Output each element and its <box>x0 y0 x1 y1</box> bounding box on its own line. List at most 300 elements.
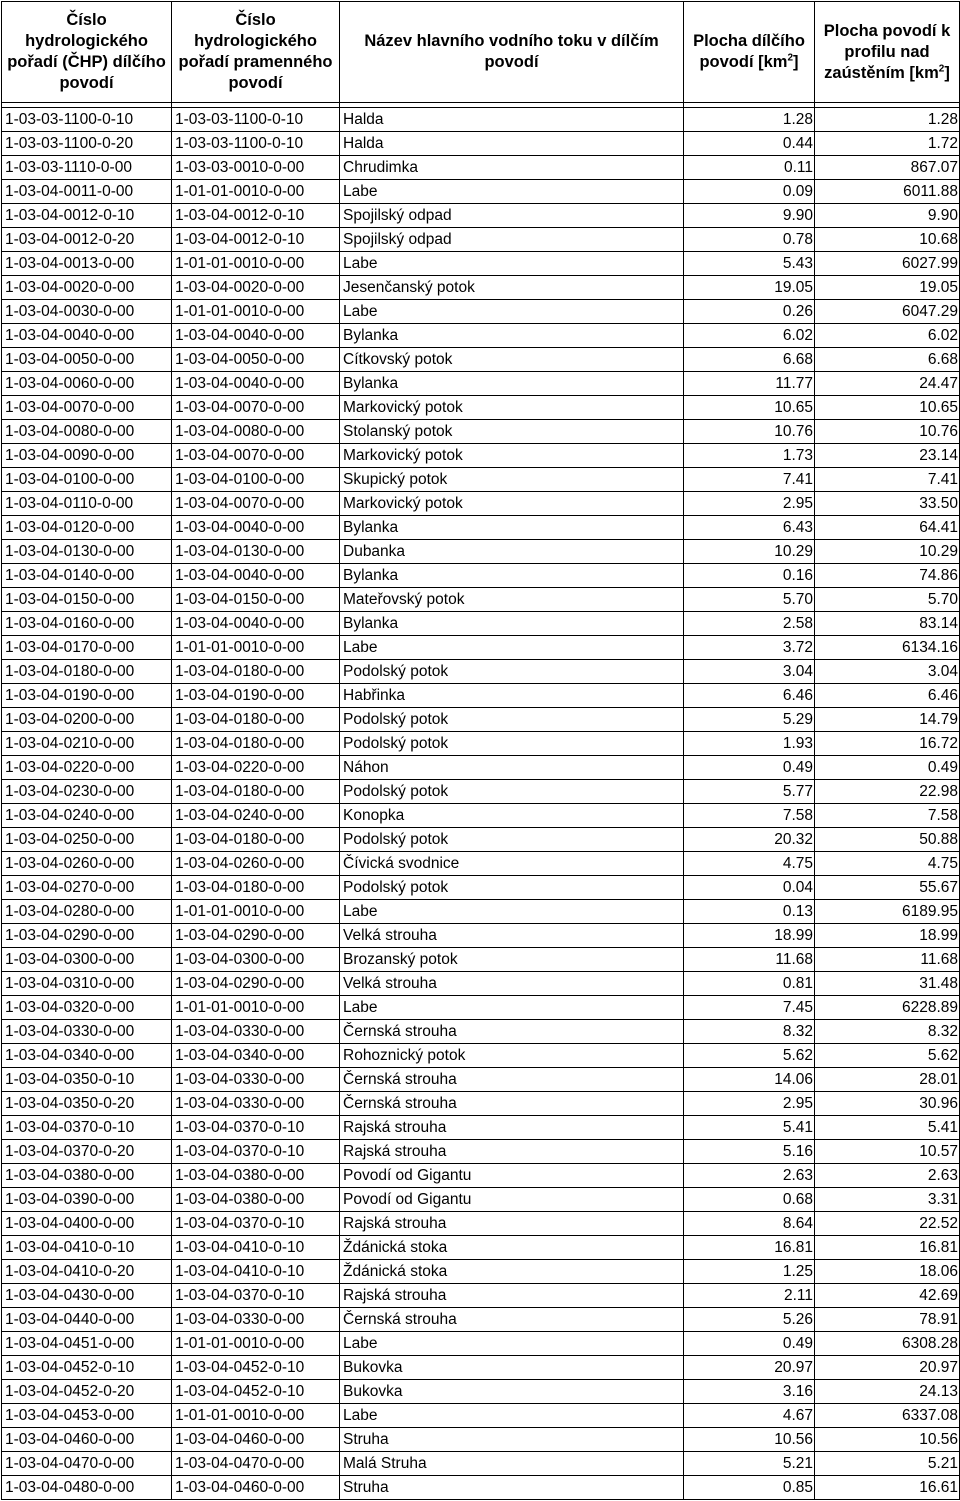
cumulative-area-cell: 9.90 <box>815 204 960 228</box>
cumulative-area-cell: 14.79 <box>815 708 960 732</box>
stream-name-cell: Halda <box>340 132 684 156</box>
subbasin-area-cell: 1.28 <box>684 108 815 132</box>
table-row <box>2 1452 960 1476</box>
table-row <box>2 1404 960 1428</box>
subbasin-area-cell: 1.25 <box>684 1260 815 1284</box>
cumulative-area-cell: 10.57 <box>815 1140 960 1164</box>
subbasin-area-cell: 0.09 <box>684 180 815 204</box>
subbasin-area-cell: 0.68 <box>684 1188 815 1212</box>
cumulative-area-cell: 22.98 <box>815 780 960 804</box>
stream-name-cell: Labe <box>340 900 684 924</box>
stream-name-cell: Velká strouha <box>340 972 684 996</box>
stream-name-cell: Labe <box>340 300 684 324</box>
table-row <box>2 276 960 300</box>
source-chp-cell: 1-03-04-0180-0-00 <box>172 828 340 852</box>
subbasin-area-cell: 10.56 <box>684 1428 815 1452</box>
table-row <box>2 372 960 396</box>
cumulative-area-cell: 6.46 <box>815 684 960 708</box>
table-row <box>2 876 960 900</box>
source-chp-cell: 1-03-04-0370-0-10 <box>172 1116 340 1140</box>
source-chp-cell: 1-03-04-0452-0-10 <box>172 1380 340 1404</box>
table-row <box>2 540 960 564</box>
chp-cell: 1-03-04-0160-0-00 <box>2 612 172 636</box>
stream-name-cell: Náhon <box>340 756 684 780</box>
chp-cell: 1-03-04-0460-0-00 <box>2 1428 172 1452</box>
subbasin-area-cell: 5.43 <box>684 252 815 276</box>
chp-cell: 1-03-04-0040-0-00 <box>2 324 172 348</box>
cumulative-area-cell: 6337.08 <box>815 1404 960 1428</box>
source-chp-cell: 1-03-04-0260-0-00 <box>172 852 340 876</box>
chp-cell: 1-03-04-0410-0-20 <box>2 1260 172 1284</box>
chp-cell: 1-03-04-0340-0-00 <box>2 1044 172 1068</box>
cumulative-area-cell: 19.05 <box>815 276 960 300</box>
stream-name-cell: Struha <box>340 1428 684 1452</box>
subbasin-area-cell: 7.58 <box>684 804 815 828</box>
stream-name-cell: Bylanka <box>340 564 684 588</box>
stream-name-cell: Podolský potok <box>340 660 684 684</box>
stream-name-cell: Ždánická stoka <box>340 1260 684 1284</box>
table-row <box>2 1284 960 1308</box>
chp-cell: 1-03-04-0260-0-00 <box>2 852 172 876</box>
subbasin-area-cell: 0.49 <box>684 756 815 780</box>
chp-cell: 1-03-03-1110-0-00 <box>2 156 172 180</box>
table-row <box>2 1212 960 1236</box>
subbasin-area-cell: 3.16 <box>684 1380 815 1404</box>
subbasin-area-cell: 5.77 <box>684 780 815 804</box>
source-chp-cell: 1-03-03-1100-0-10 <box>172 132 340 156</box>
chp-cell: 1-03-04-0380-0-00 <box>2 1164 172 1188</box>
table-row <box>2 780 960 804</box>
cumulative-area-cell: 50.88 <box>815 828 960 852</box>
subbasin-area-cell: 20.32 <box>684 828 815 852</box>
chp-cell: 1-03-04-0370-0-10 <box>2 1116 172 1140</box>
subbasin-area-cell: 20.97 <box>684 1356 815 1380</box>
table-row <box>2 1140 960 1164</box>
stream-name-cell: Struha <box>340 1476 684 1500</box>
stream-name-cell: Jesenčanský potok <box>340 276 684 300</box>
source-chp-cell: 1-03-04-0012-0-10 <box>172 204 340 228</box>
chp-cell: 1-03-04-0060-0-00 <box>2 372 172 396</box>
cumulative-area-cell: 18.06 <box>815 1260 960 1284</box>
header-chp-source-basin: Číslo hydrologického pořadí pramenného povodí <box>172 2 340 103</box>
table-row <box>2 852 960 876</box>
stream-name-cell: Dubanka <box>340 540 684 564</box>
source-chp-cell: 1-03-04-0380-0-00 <box>172 1188 340 1212</box>
source-chp-cell: 1-01-01-0010-0-00 <box>172 252 340 276</box>
source-chp-cell: 1-03-04-0300-0-00 <box>172 948 340 972</box>
cumulative-area-cell: 33.50 <box>815 492 960 516</box>
cumulative-area-cell: 20.97 <box>815 1356 960 1380</box>
subbasin-area-cell: 1.93 <box>684 732 815 756</box>
chp-cell: 1-03-04-0410-0-10 <box>2 1236 172 1260</box>
cumulative-area-cell: 2.63 <box>815 1164 960 1188</box>
source-chp-cell: 1-03-04-0370-0-10 <box>172 1212 340 1236</box>
header-cumulative-area: Plocha povodí k profilu nad zaústěním $[km^2]$ <box>815 2 960 103</box>
subbasin-area-cell: 0.11 <box>684 156 815 180</box>
source-chp-cell: 1-03-04-0040-0-00 <box>172 612 340 636</box>
source-chp-cell: 1-03-04-0290-0-00 <box>172 972 340 996</box>
table-row <box>2 492 960 516</box>
source-chp-cell: 1-03-04-0410-0-10 <box>172 1236 340 1260</box>
subbasin-area-cell: 3.04 <box>684 660 815 684</box>
subbasin-area-cell: 2.63 <box>684 1164 815 1188</box>
stream-name-cell: Mateřovský potok <box>340 588 684 612</box>
cumulative-area-cell: 24.47 <box>815 372 960 396</box>
chp-cell: 1-03-04-0400-0-00 <box>2 1212 172 1236</box>
source-chp-cell: 1-03-04-0130-0-00 <box>172 540 340 564</box>
subbasin-area-cell: 19.05 <box>684 276 815 300</box>
chp-cell: 1-03-04-0280-0-00 <box>2 900 172 924</box>
cumulative-area-cell: 11.68 <box>815 948 960 972</box>
table-row <box>2 1092 960 1116</box>
source-chp-cell: 1-03-04-0220-0-00 <box>172 756 340 780</box>
stream-name-cell: Rajská strouha <box>340 1212 684 1236</box>
cumulative-area-cell: 10.65 <box>815 396 960 420</box>
cumulative-area-cell: 16.81 <box>815 1236 960 1260</box>
source-chp-cell: 1-03-04-0470-0-00 <box>172 1452 340 1476</box>
table-row <box>2 516 960 540</box>
cumulative-area-cell: 5.70 <box>815 588 960 612</box>
table-row <box>2 1356 960 1380</box>
chp-cell: 1-03-04-0020-0-00 <box>2 276 172 300</box>
stream-name-cell: Podolský potok <box>340 876 684 900</box>
chp-cell: 1-03-04-0100-0-00 <box>2 468 172 492</box>
source-chp-cell: 1-03-04-0330-0-00 <box>172 1308 340 1332</box>
subbasin-area-cell: 6.68 <box>684 348 815 372</box>
cumulative-area-cell: 6134.16 <box>815 636 960 660</box>
source-chp-cell: 1-01-01-0010-0-00 <box>172 996 340 1020</box>
table-row <box>2 1476 960 1500</box>
table-row <box>2 924 960 948</box>
subbasin-area-cell: 0.44 <box>684 132 815 156</box>
stream-name-cell: Bylanka <box>340 612 684 636</box>
chp-cell: 1-03-04-0050-0-00 <box>2 348 172 372</box>
stream-name-cell: Rajská strouha <box>340 1116 684 1140</box>
subbasin-area-cell: 10.29 <box>684 540 815 564</box>
chp-cell: 1-03-04-0080-0-00 <box>2 420 172 444</box>
chp-cell: 1-03-04-0452-0-20 <box>2 1380 172 1404</box>
source-chp-cell: 1-03-04-0452-0-10 <box>172 1356 340 1380</box>
stream-name-cell: Labe <box>340 1332 684 1356</box>
chp-cell: 1-03-04-0070-0-00 <box>2 396 172 420</box>
chp-cell: 1-03-04-0090-0-00 <box>2 444 172 468</box>
chp-cell: 1-03-04-0350-0-20 <box>2 1092 172 1116</box>
stream-name-cell: Povodí od Gigantu <box>340 1164 684 1188</box>
stream-name-cell: Bylanka <box>340 324 684 348</box>
subbasin-area-cell: 7.41 <box>684 468 815 492</box>
cumulative-area-cell: 6011.88 <box>815 180 960 204</box>
subbasin-area-cell: 0.85 <box>684 1476 815 1500</box>
cumulative-area-cell: 23.14 <box>815 444 960 468</box>
stream-name-cell: Černská strouha <box>340 1308 684 1332</box>
source-chp-cell: 1-03-04-0040-0-00 <box>172 324 340 348</box>
cumulative-area-cell: 16.61 <box>815 1476 960 1500</box>
table-row <box>2 1332 960 1356</box>
subbasin-area-cell: 5.70 <box>684 588 815 612</box>
chp-cell: 1-03-04-0150-0-00 <box>2 588 172 612</box>
table-row <box>2 324 960 348</box>
subbasin-area-cell: 8.64 <box>684 1212 815 1236</box>
source-chp-cell: 1-03-04-0050-0-00 <box>172 348 340 372</box>
source-chp-cell: 1-01-01-0010-0-00 <box>172 1332 340 1356</box>
source-chp-cell: 1-03-03-1100-0-10 <box>172 108 340 132</box>
cumulative-area-cell: 10.68 <box>815 228 960 252</box>
cumulative-area-cell: 22.52 <box>815 1212 960 1236</box>
stream-name-cell: Labe <box>340 636 684 660</box>
chp-cell: 1-03-04-0290-0-00 <box>2 924 172 948</box>
chp-cell: 1-03-04-0030-0-00 <box>2 300 172 324</box>
stream-name-cell: Labe <box>340 180 684 204</box>
stream-name-cell: Markovický potok <box>340 492 684 516</box>
table-row <box>2 612 960 636</box>
cumulative-area-cell: 28.01 <box>815 1068 960 1092</box>
table-row <box>2 1068 960 1092</box>
cumulative-area-cell: 867.07 <box>815 156 960 180</box>
subbasin-area-cell: 5.26 <box>684 1308 815 1332</box>
table-row <box>2 444 960 468</box>
source-chp-cell: 1-03-04-0040-0-00 <box>172 564 340 588</box>
subbasin-area-cell: 4.75 <box>684 852 815 876</box>
table-row <box>2 180 960 204</box>
cumulative-area-cell: 6.68 <box>815 348 960 372</box>
subbasin-area-cell: 2.58 <box>684 612 815 636</box>
table-row <box>2 132 960 156</box>
table-row <box>2 1308 960 1332</box>
stream-name-cell: Bukovka <box>340 1380 684 1404</box>
chp-cell: 1-03-04-0453-0-00 <box>2 1404 172 1428</box>
chp-cell: 1-03-04-0012-0-10 <box>2 204 172 228</box>
stream-name-cell: Ždánická stoka <box>340 1236 684 1260</box>
chp-cell: 1-03-04-0310-0-00 <box>2 972 172 996</box>
stream-name-cell: Brozanský potok <box>340 948 684 972</box>
subbasin-area-cell: 8.32 <box>684 1020 815 1044</box>
source-chp-cell: 1-03-04-0330-0-00 <box>172 1020 340 1044</box>
cumulative-area-cell: 10.29 <box>815 540 960 564</box>
stream-name-cell: Povodí od Gigantu <box>340 1188 684 1212</box>
chp-cell: 1-03-04-0220-0-00 <box>2 756 172 780</box>
table-row <box>2 708 960 732</box>
stream-name-cell: Skupický potok <box>340 468 684 492</box>
chp-cell: 1-03-04-0370-0-20 <box>2 1140 172 1164</box>
chp-cell: 1-03-03-1100-0-20 <box>2 132 172 156</box>
table-row <box>2 108 960 132</box>
table-row <box>2 660 960 684</box>
chp-cell: 1-03-04-0140-0-00 <box>2 564 172 588</box>
chp-cell: 1-03-04-0452-0-10 <box>2 1356 172 1380</box>
subbasin-area-cell: 5.21 <box>684 1452 815 1476</box>
table-row <box>2 636 960 660</box>
table-row <box>2 588 960 612</box>
stream-name-cell: Labe <box>340 252 684 276</box>
source-chp-cell: 1-03-04-0180-0-00 <box>172 732 340 756</box>
stream-name-cell: Rajská strouha <box>340 1140 684 1164</box>
stream-name-cell: Podolský potok <box>340 828 684 852</box>
source-chp-cell: 1-03-04-0340-0-00 <box>172 1044 340 1068</box>
subbasin-area-cell: 7.45 <box>684 996 815 1020</box>
subbasin-area-cell: 5.62 <box>684 1044 815 1068</box>
chp-cell: 1-03-04-0451-0-00 <box>2 1332 172 1356</box>
source-chp-cell: 1-03-04-0100-0-00 <box>172 468 340 492</box>
subbasin-area-cell: 5.41 <box>684 1116 815 1140</box>
chp-cell: 1-03-04-0130-0-00 <box>2 540 172 564</box>
table-row <box>2 1116 960 1140</box>
stream-name-cell: Černská strouha <box>340 1068 684 1092</box>
stream-name-cell: Halda <box>340 108 684 132</box>
header-chp-subbasin: Číslo hydrologického pořadí (ČHP) dílčího povodí <box>2 2 172 103</box>
table-row <box>2 1260 960 1284</box>
chp-cell: 1-03-04-0240-0-00 <box>2 804 172 828</box>
source-chp-cell: 1-03-04-0070-0-00 <box>172 396 340 420</box>
stream-name-cell: Rajská strouha <box>340 1284 684 1308</box>
stream-name-cell: Bukovka <box>340 1356 684 1380</box>
chp-cell: 1-03-04-0300-0-00 <box>2 948 172 972</box>
cumulative-area-cell: 18.99 <box>815 924 960 948</box>
subbasin-area-cell: 4.67 <box>684 1404 815 1428</box>
chp-cell: 1-03-04-0120-0-00 <box>2 516 172 540</box>
table-row <box>2 1380 960 1404</box>
cumulative-area-cell: 7.41 <box>815 468 960 492</box>
chp-cell: 1-03-04-0200-0-00 <box>2 708 172 732</box>
table-row <box>2 420 960 444</box>
subbasin-area-cell: 3.72 <box>684 636 815 660</box>
chp-cell: 1-03-03-1100-0-10 <box>2 108 172 132</box>
chp-cell: 1-03-04-0250-0-00 <box>2 828 172 852</box>
subbasin-area-cell: 18.99 <box>684 924 815 948</box>
source-chp-cell: 1-03-04-0410-0-10 <box>172 1260 340 1284</box>
cumulative-area-cell: 8.32 <box>815 1020 960 1044</box>
cumulative-area-cell: 64.41 <box>815 516 960 540</box>
cumulative-area-cell: 55.67 <box>815 876 960 900</box>
header-subbasin-area: Plocha dílčího povodí $[km^2]$ <box>684 2 815 103</box>
chp-cell: 1-03-04-0470-0-00 <box>2 1452 172 1476</box>
source-chp-cell: 1-03-04-0180-0-00 <box>172 660 340 684</box>
table-row <box>2 1020 960 1044</box>
table-row <box>2 396 960 420</box>
subbasin-area-cell: 2.95 <box>684 1092 815 1116</box>
table-row <box>2 348 960 372</box>
subbasin-area-cell: 10.65 <box>684 396 815 420</box>
stream-name-cell: Černská strouha <box>340 1092 684 1116</box>
cumulative-area-cell: 42.69 <box>815 1284 960 1308</box>
source-chp-cell: 1-03-04-0080-0-00 <box>172 420 340 444</box>
subbasin-area-cell: 10.76 <box>684 420 815 444</box>
header-row <box>2 2 960 103</box>
subbasin-area-cell: 0.13 <box>684 900 815 924</box>
chp-cell: 1-03-04-0230-0-00 <box>2 780 172 804</box>
table-row <box>2 228 960 252</box>
chp-cell: 1-03-04-0170-0-00 <box>2 636 172 660</box>
subbasin-area-cell: 11.77 <box>684 372 815 396</box>
stream-name-cell: Markovický potok <box>340 444 684 468</box>
stream-name-cell: Spojilský odpad <box>340 228 684 252</box>
subbasin-area-cell: 0.04 <box>684 876 815 900</box>
stream-name-cell: Černská strouha <box>340 1020 684 1044</box>
stream-name-cell: Chrudimka <box>340 156 684 180</box>
source-chp-cell: 1-03-04-0460-0-00 <box>172 1476 340 1500</box>
table-row <box>2 204 960 228</box>
cumulative-area-cell: 10.56 <box>815 1428 960 1452</box>
cumulative-area-cell: 24.13 <box>815 1380 960 1404</box>
subbasin-area-cell: 1.73 <box>684 444 815 468</box>
table-row <box>2 804 960 828</box>
table-row <box>2 732 960 756</box>
stream-name-cell: Markovický potok <box>340 396 684 420</box>
subbasin-area-cell: 0.16 <box>684 564 815 588</box>
cumulative-area-cell: 6308.28 <box>815 1332 960 1356</box>
table-row <box>2 996 960 1020</box>
table-row <box>2 1236 960 1260</box>
chp-cell: 1-03-04-0011-0-00 <box>2 180 172 204</box>
table-row <box>2 1164 960 1188</box>
stream-name-cell: Podolský potok <box>340 780 684 804</box>
source-chp-cell: 1-03-04-0070-0-00 <box>172 444 340 468</box>
stream-name-cell: Konopka <box>340 804 684 828</box>
source-chp-cell: 1-03-04-0012-0-10 <box>172 228 340 252</box>
cumulative-area-cell: 3.04 <box>815 660 960 684</box>
source-chp-cell: 1-03-04-0180-0-00 <box>172 780 340 804</box>
chp-cell: 1-03-04-0440-0-00 <box>2 1308 172 1332</box>
source-chp-cell: 1-01-01-0010-0-00 <box>172 900 340 924</box>
table-row <box>2 1428 960 1452</box>
chp-cell: 1-03-04-0390-0-00 <box>2 1188 172 1212</box>
source-chp-cell: 1-03-04-0370-0-10 <box>172 1284 340 1308</box>
table-row <box>2 972 960 996</box>
stream-name-cell: Labe <box>340 1404 684 1428</box>
chp-cell: 1-03-04-0270-0-00 <box>2 876 172 900</box>
chp-cell: 1-03-04-0350-0-10 <box>2 1068 172 1092</box>
chp-cell: 1-03-04-0110-0-00 <box>2 492 172 516</box>
subbasin-area-cell: 0.78 <box>684 228 815 252</box>
stream-name-cell: Spojilský odpad <box>340 204 684 228</box>
subbasin-area-cell: 2.11 <box>684 1284 815 1308</box>
source-chp-cell: 1-03-04-0020-0-00 <box>172 276 340 300</box>
cumulative-area-cell: 6189.95 <box>815 900 960 924</box>
cumulative-area-cell: 5.21 <box>815 1452 960 1476</box>
chp-cell: 1-03-04-0190-0-00 <box>2 684 172 708</box>
stream-name-cell: Bylanka <box>340 372 684 396</box>
table-body <box>2 108 960 1500</box>
source-chp-cell: 1-03-04-0150-0-00 <box>172 588 340 612</box>
source-chp-cell: 1-03-04-0180-0-00 <box>172 708 340 732</box>
source-chp-cell: 1-03-04-0330-0-00 <box>172 1092 340 1116</box>
source-chp-cell: 1-03-04-0290-0-00 <box>172 924 340 948</box>
chp-cell: 1-03-04-0480-0-00 <box>2 1476 172 1500</box>
table-row <box>2 756 960 780</box>
cumulative-area-cell: 7.58 <box>815 804 960 828</box>
table-row <box>2 156 960 180</box>
source-chp-cell: 1-03-04-0190-0-00 <box>172 684 340 708</box>
cumulative-area-cell: 6027.99 <box>815 252 960 276</box>
subbasin-area-cell: 0.49 <box>684 1332 815 1356</box>
source-chp-cell: 1-03-04-0180-0-00 <box>172 876 340 900</box>
stream-name-cell: Rohoznický potok <box>340 1044 684 1068</box>
chp-cell: 1-03-04-0012-0-20 <box>2 228 172 252</box>
subbasin-area-cell: 5.16 <box>684 1140 815 1164</box>
subbasin-area-cell: 0.81 <box>684 972 815 996</box>
stream-name-cell: Labe <box>340 996 684 1020</box>
stream-name-cell: Velká strouha <box>340 924 684 948</box>
table-row <box>2 1188 960 1212</box>
subbasin-area-cell: 2.95 <box>684 492 815 516</box>
cumulative-area-cell: 78.91 <box>815 1308 960 1332</box>
subbasin-area-cell: 6.43 <box>684 516 815 540</box>
source-chp-cell: 1-03-04-0040-0-00 <box>172 516 340 540</box>
cumulative-area-cell: 3.31 <box>815 1188 960 1212</box>
table-row <box>2 948 960 972</box>
chp-cell: 1-03-04-0210-0-00 <box>2 732 172 756</box>
cumulative-area-cell: 0.49 <box>815 756 960 780</box>
table-row <box>2 900 960 924</box>
